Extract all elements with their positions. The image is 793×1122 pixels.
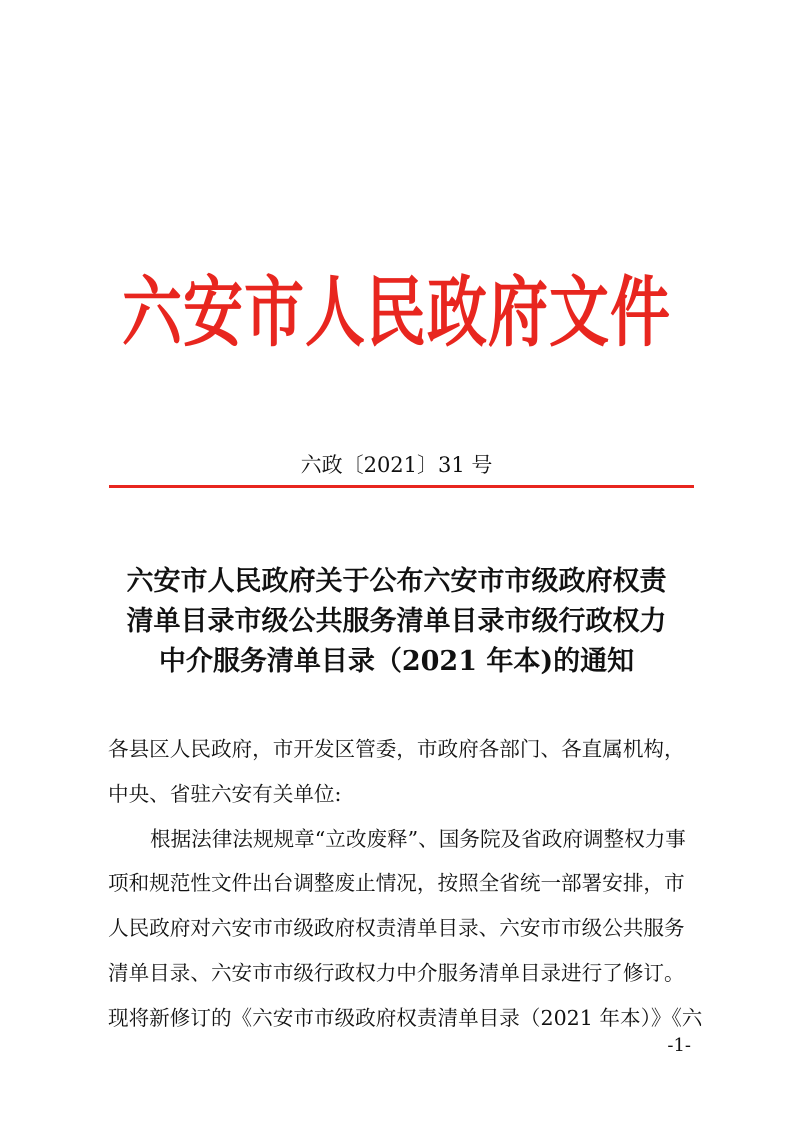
paragraph-line: 项和规范性文件出台调整废止情况，按照全省统一部署安排，市: [108, 871, 685, 896]
paragraph-line: 根据法律法规规章“立改废释”、国务院及省政府调整权力事: [150, 826, 686, 851]
document-title: [90, 562, 703, 682]
paragraph-line: 现将新修订的《六安市市级政府权责清单目录（2021 年本）》《六: [108, 1005, 703, 1030]
paragraph-line: 清单目录、六安市市级行政权力中介服务清单目录进行了修订。: [108, 960, 685, 985]
addressee-line: 各县区人民政府，市开发区管委，市政府各部门、各直属机构，: [108, 737, 685, 761]
title-line: 清单目录市级公共服务清单目录市级行政权力: [126, 606, 667, 637]
red-separator-line: [109, 485, 694, 488]
addressee-line: 中央、省驻六安有关单位:: [108, 781, 342, 806]
paragraph-line: 人民政府对六安市市级政府权责清单目录、六安市市级公共服务: [108, 916, 685, 941]
title-line: 六安市人民政府关于公布六安市市级政府权责: [126, 566, 667, 597]
document-masthead: 六安市人民政府文件: [122, 268, 671, 358]
document-body: [108, 727, 703, 1041]
document-number: 六政〔2021〕31 号: [300, 453, 493, 477]
page-number: -1-: [667, 1035, 691, 1056]
title-line: 中介服务清单目录（2021 年本)的通知: [158, 646, 635, 677]
